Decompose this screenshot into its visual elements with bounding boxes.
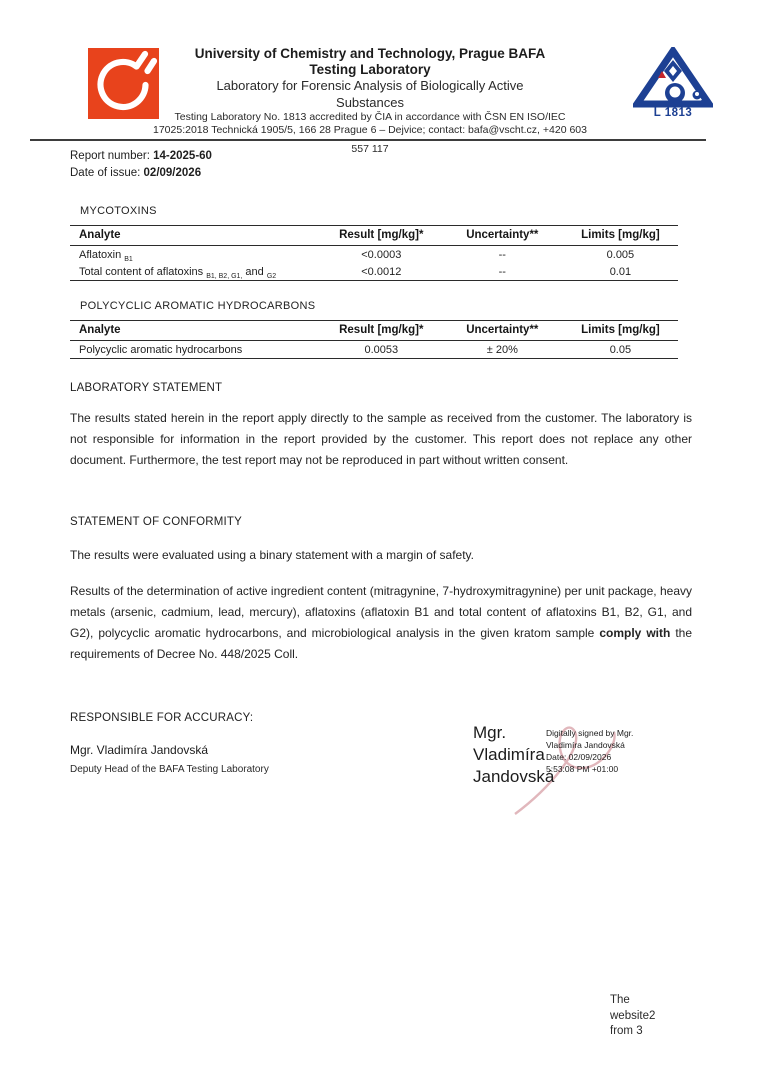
report-number-row [70, 148, 212, 165]
responsible-title: RESPONSIBLE FOR ACCURACY: [70, 712, 254, 724]
lab-subtitle-line2: Substances [336, 94, 404, 110]
table-header-row [70, 226, 678, 246]
value-cell: -- [498, 248, 506, 261]
signer-name: Mgr. Vladimíra Jandovská [70, 743, 209, 757]
table-header-row [70, 321, 678, 341]
column-header: Limits [mg/kg] [563, 226, 678, 246]
section-title: MYCOTOXINS [80, 205, 157, 217]
report-number-value: 14-2025-60 [153, 150, 212, 162]
report-header [140, 46, 600, 137]
analysis-tables-container [70, 205, 680, 378]
analyte-cell: Total content of aflatoxins $_{B1, B2, G1,}$ and $_{G2}$ [79, 265, 277, 280]
analysis-section [70, 300, 680, 359]
value-cell: 0.005 [606, 248, 635, 261]
column-header: Result [mg/kg]* [321, 321, 442, 341]
digital-signature-name-line3: Jandovská [473, 767, 555, 786]
column-header: Uncertainty** [442, 226, 563, 246]
column-header: Analyte [70, 226, 321, 246]
table-row [70, 246, 678, 264]
accreditation-line2: 17025:2018 Technická 1905/5, 166 28 Prague 6 – Dejvice; contact: bafa@vscht.cz, +420 603 [153, 124, 587, 136]
digital-signature-name-line2: Vladimíra [473, 745, 545, 764]
cia-triangle-icon [633, 47, 713, 109]
conformity-text-before: Results of the determination of active ingredient content (mitragynine, 7-hydroxymitragynine) per unit package, heavy metals (arsenic, cadmium, lead, mercury), aflatoxins (aflatoxin B1 and total content of aflatoxins B1, B2, G1, and G2), polycyclic aromatic hydrocarbons, and microbiological analysis in the given kratom sample [70, 584, 692, 640]
column-header: Limits [mg/kg] [563, 321, 678, 341]
page-number-note [610, 993, 655, 1040]
column-header: Analyte [70, 321, 321, 341]
conformity-title: STATEMENT OF CONFORMITY [70, 516, 242, 528]
contact-phone-tail: 557 117 [351, 143, 389, 155]
analysis-section [70, 205, 680, 281]
accreditation-line1: Testing Laboratory No. 1813 accredited by ČIA in accordance with ČSN EN ISO/IEC [174, 111, 566, 123]
org-title-line1: University of Chemistry and Technology, Prague BAFA [194, 46, 546, 61]
value-cell: 0.01 [609, 265, 632, 278]
value-cell: <0.0012 [361, 265, 402, 278]
header-divider [30, 139, 706, 141]
signer-role: Deputy Head of the BAFA Testing Laboratory [70, 764, 269, 775]
lab-subtitle-line1: Laboratory for Forensic Analysis of Biologically Active [216, 78, 524, 93]
value-cell: -- [498, 265, 506, 278]
column-header: Uncertainty** [442, 321, 563, 341]
digital-signature-details-line1: Digitally signed by Mgr. [546, 728, 634, 738]
date-of-issue-value: 02/09/2026 [143, 167, 202, 179]
digital-signature-details-line2: Vladimíra Jandovská [546, 740, 625, 750]
page-note-line1: The [610, 994, 630, 1006]
laboratory-statement-section [70, 382, 692, 471]
report-meta [70, 148, 212, 182]
report-number-label: Report number: [70, 150, 150, 162]
results-table [70, 320, 678, 359]
value-cell: 0.05 [609, 343, 632, 356]
date-of-issue-label: Date of issue: [70, 167, 141, 179]
cia-accreditation-logo [633, 47, 713, 119]
org-title-line2: Testing Laboratory [309, 62, 431, 77]
digital-signature-details-line3: Date: 02/09/2026 [546, 752, 612, 762]
page-note-line3: from 3 [610, 1025, 643, 1037]
section-title: POLYCYCLIC AROMATIC HYDROCARBONS [80, 300, 316, 312]
laboratory-statement-title: LABORATORY STATEMENT [70, 382, 223, 394]
results-table [70, 225, 678, 281]
conformity-text-after: the requirements of Decree No. 448/2025 Coll. [70, 626, 693, 661]
digital-signature-name [473, 722, 554, 788]
value-cell: <0.0003 [361, 248, 402, 261]
digital-signature-details [546, 727, 633, 775]
date-of-issue-row [70, 165, 212, 182]
analyte-cell: Aflatoxin $_{B1}$ [79, 248, 133, 263]
table-row [70, 263, 678, 281]
conformity-paragraph2 [70, 581, 692, 665]
analyte-cell: Polycyclic aromatic hydrocarbons [79, 343, 243, 356]
laboratory-statement-body: The results stated herein in the report apply directly to the sample as received from the customer. The laboratory is not responsible for information in the report provided by the customer. This report does not replace any other document. Furthermore, the test report may not be reproduced in part without written consent. [70, 411, 692, 467]
conformity-section [70, 516, 692, 665]
table-row [70, 341, 678, 359]
cia-badge-label: L 1813 [653, 107, 693, 119]
value-cell: ± 20% [486, 343, 518, 356]
page-note-line2: website2 [610, 1009, 656, 1022]
conformity-paragraph1: The results were evaluated using a binary statement with a margin of safety. [70, 548, 474, 562]
column-header: Result [mg/kg]* [321, 226, 442, 246]
conformity-verdict: comply with [599, 626, 671, 640]
digital-signature-name-line1: Mgr. [473, 723, 507, 742]
value-cell: 0.0053 [364, 343, 399, 356]
digital-signature-details-line4: 5:53:08 PM +01:00 [546, 764, 619, 774]
